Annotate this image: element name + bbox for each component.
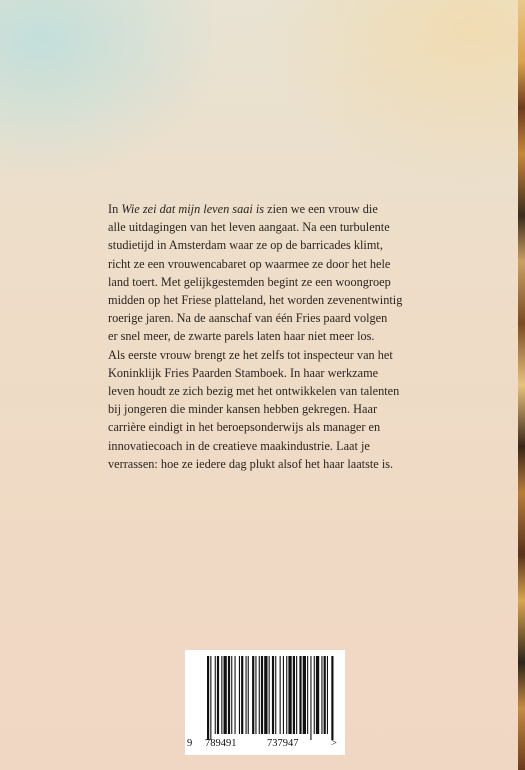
blurb-line-12: bij jongeren die minder kansen hebben gekregen. Haar: [108, 402, 378, 417]
barcode-bar: [280, 656, 281, 734]
barcode-bar: [264, 656, 267, 734]
barcode-bar: [272, 656, 274, 734]
barcode-bars: [185, 650, 345, 740]
barcode-bar: [235, 656, 236, 734]
blurb-line-14: innovatiecoach in de creatieve maakindustrie. Laat je: [108, 438, 370, 453]
book-title: Wie zei dat mijn leven saai is: [121, 202, 265, 216]
isbn-barcode: [185, 650, 345, 755]
blurb-line-1-pre: In: [108, 202, 122, 216]
barcode-bar: [283, 656, 284, 734]
barcode-bar: [215, 656, 216, 734]
back-cover-blurb: [108, 200, 428, 473]
barcode-bar: [316, 656, 319, 734]
barcode-bar: [255, 656, 256, 734]
blurb-line-3: studietijd in Amsterdam waar ze op de barricades klimt,: [108, 238, 383, 253]
barcode-bar: [221, 656, 222, 734]
blurb-line-15: verrassen: hoe ze iedere dag plukt alsof het haar laatste is.: [108, 456, 394, 471]
barcode-bar: [246, 656, 247, 734]
barcode-bar: [269, 656, 270, 734]
barcode-bar: [210, 656, 211, 740]
barcode-bar: [286, 656, 287, 734]
barcode-bar: [207, 656, 209, 740]
blurb-line-6: midden op het Friese platteland, het worden zevenentwintig: [108, 293, 403, 308]
blurb-line-9: Als eerste vrouw brengt ze het zelfs tot inspecteur van het: [108, 347, 393, 362]
barcode-bar: [299, 656, 301, 734]
barcode-bar: [314, 656, 315, 734]
isbn-lead-digit: 9: [187, 738, 193, 749]
spine-edge: [518, 0, 525, 770]
blurb-line-13: carrière eindigt in het beroepsonderwijs als manager en: [108, 420, 381, 435]
barcode-bar: [252, 656, 254, 734]
barcode-bar: [293, 656, 295, 734]
blurb-line-7: roerige jaren. Na de aanschaf van één Fries paard volgen: [108, 311, 388, 326]
barcode-bar: [310, 656, 311, 740]
barcode-bar: [321, 656, 322, 734]
blurb-line-10: Koninklijk Fries Paarden Stamboek. In haar werkzame: [108, 365, 379, 380]
blurb-line-11: leven houdt ze zich bezig met het ontwikkelen van talenten: [108, 384, 400, 399]
barcode-bar: [228, 656, 230, 734]
blurb-line-1-post: zien we een vrouw die: [264, 202, 378, 216]
barcode-bar: [327, 656, 328, 734]
isbn-marker: >: [331, 738, 337, 749]
barcode-bar: [275, 656, 276, 734]
barcode-bar: [331, 656, 333, 740]
isbn-group-2: 737947: [267, 738, 299, 749]
barcode-bar: [307, 656, 308, 734]
blurb-line-5: land toert. Met gelijkgestemden begint ze een woongroep: [108, 274, 391, 289]
blurb-line-1: [108, 200, 428, 218]
isbn-digits: [185, 738, 345, 752]
barcode-bar: [288, 656, 291, 734]
barcode-bar: [224, 656, 227, 734]
barcode-bar: [239, 656, 240, 734]
barcode-bar: [296, 656, 297, 734]
blurb-line-8: er snel meer, de zwarte parels laten haar niet meer los.: [108, 329, 375, 344]
blurb-line-2: alle uitdagingen van het leven aangaat. Na een turbulente: [108, 220, 390, 235]
barcode-bar: [324, 656, 326, 734]
barcode-bar: [217, 656, 219, 734]
barcode-bar: [241, 656, 243, 734]
barcode-bar: [259, 656, 260, 734]
isbn-group-1: 789491: [205, 738, 237, 749]
barcode-bar: [231, 656, 232, 734]
barcode-bar: [303, 656, 306, 734]
barcode-bar: [261, 656, 263, 734]
barcode-bar: [248, 656, 249, 734]
blurb-line-4: richt ze een vrouwencabaret op waarmee ze door het hele: [108, 256, 391, 271]
